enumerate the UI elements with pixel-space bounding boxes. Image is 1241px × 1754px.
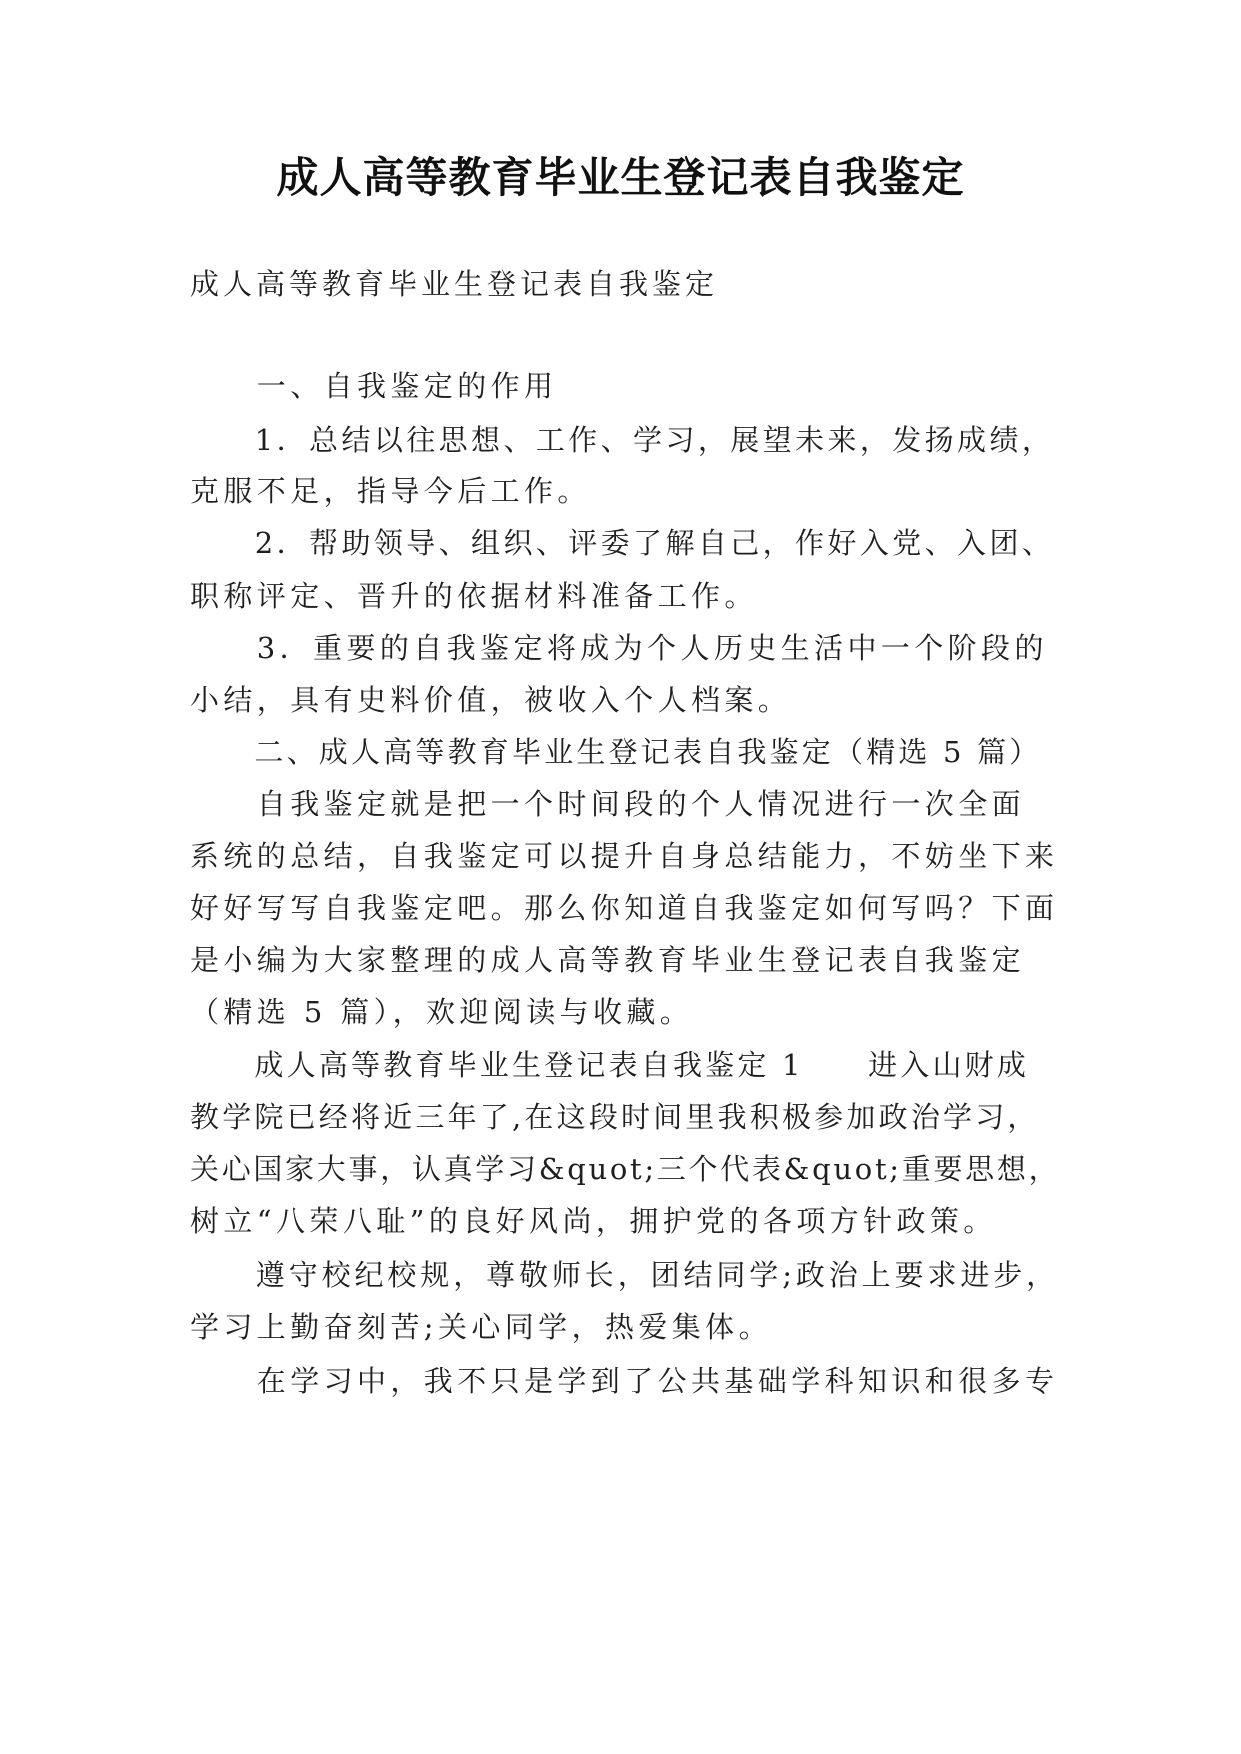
body-line: 自我鉴定就是把一个时间段的个人情况进行一次全面 [190, 787, 1026, 821]
body-line: 克服不足，指导今后工作。 [190, 474, 591, 508]
body-line: 树立“八荣八耻”的良好风尚，拥护党的各项方针政策。 [190, 1204, 997, 1238]
body-line: 学习上勤奋刻苦;关心同学，热爱集体。 [190, 1310, 772, 1344]
body-line: 遵守校纪校规，尊敬师长，团结同学;政治上要求进步， [190, 1258, 1060, 1292]
body-line: 是小编为大家整理的成人高等教育毕业生登记表自我鉴定 [190, 943, 1026, 977]
body-line: （精选 5 篇），欢迎阅读与收藏。 [190, 995, 694, 1029]
body-line: 成人高等教育毕业生登记表自我鉴定 1 进入山财成 [190, 1048, 1030, 1082]
body-line: 关心国家大事，认真学习&quot;三个代表&quot;重要思想， [190, 1152, 1061, 1186]
body-line: 教学院已经将近三年了,在这段时间里我积极参加政治学习， [190, 1100, 1040, 1134]
body-line: 职称评定、晋升的依据材料准备工作。 [190, 579, 758, 613]
body-line: 2．帮助领导、组织、评委了解自己，作好入党、入团、 [190, 526, 1055, 560]
subtitle-line: 成人高等教育毕业生登记表自我鉴定 [190, 267, 719, 301]
document-title: 成人高等教育毕业生登记表自我鉴定 [276, 153, 965, 202]
body-line: 好好写写自我鉴定吧。那么你知道自我鉴定如何写吗？下面 [190, 891, 1059, 925]
body-line: 小结，具有史料价值，被收入个人档案。 [190, 683, 792, 717]
body-line: 3．重要的自我鉴定将成为个人历史生活中一个阶段的 [190, 631, 1048, 665]
section-heading: 一、自我鉴定的作用 [190, 369, 558, 403]
body-line: 在学习中，我不只是学到了公共基础学科知识和很多专 [190, 1364, 1059, 1398]
body-line: 系统的总结，自我鉴定可以提升自身总结能力，不妨坐下来 [190, 839, 1059, 873]
section-heading: 二、成人高等教育毕业生登记表自我鉴定（精选 5 篇） [190, 735, 1042, 769]
body-line: 1．总结以往思想、工作、学习，展望未来，发扬成绩， [190, 423, 1055, 457]
